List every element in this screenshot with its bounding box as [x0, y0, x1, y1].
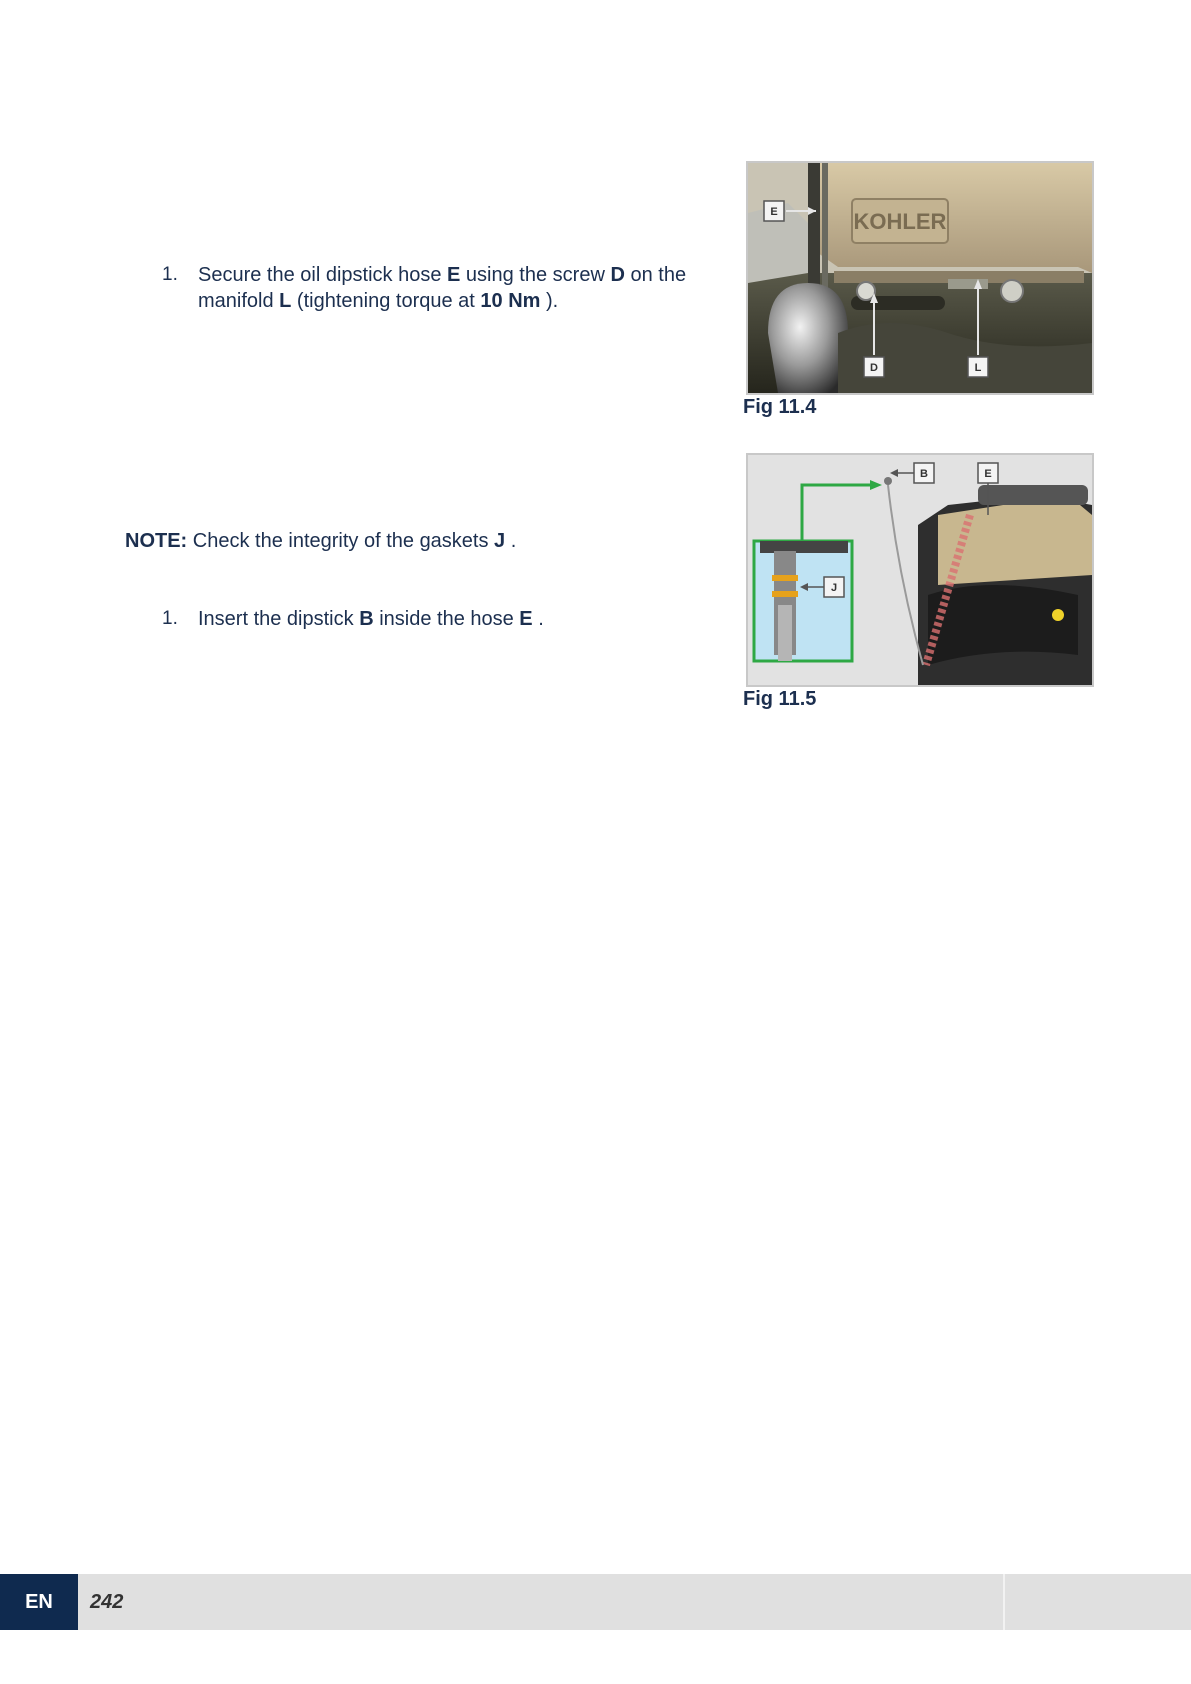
page-footer	[0, 1574, 1191, 1630]
hose-ref: E	[519, 608, 533, 630]
figure-11-4-caption: Fig 11.4	[743, 396, 817, 418]
figure-11-4-image	[746, 161, 1094, 395]
note-prefix: NOTE:	[125, 530, 188, 552]
gasket-ref: J	[494, 530, 506, 552]
label-l: L	[974, 362, 982, 374]
footer-divider	[1003, 1574, 1005, 1630]
step-number: 1.	[162, 264, 178, 285]
figure-11-5-image	[746, 453, 1094, 687]
step-line-2: manifold L (tightening torque at 10 Nm ).	[198, 290, 559, 312]
dipstick-insertion-illustration	[748, 455, 1092, 685]
kohler-brand-text: KOHLER	[853, 209, 947, 234]
label-b: B	[920, 468, 928, 480]
dipstick-ref: B	[359, 608, 374, 630]
step-line-1: Secure the oil dipstick hose E using the screw D on the	[198, 264, 687, 286]
step-text: Insert the dipstick B inside the hose E .	[198, 608, 544, 630]
screw-ref: D	[610, 264, 625, 286]
note: NOTE: Check the integrity of the gaskets J .	[125, 530, 517, 552]
step-1	[162, 262, 702, 318]
label-e: E	[770, 206, 778, 218]
language-badge: EN	[0, 1574, 78, 1630]
label-j: J	[830, 582, 838, 594]
page-number: 242	[90, 1591, 124, 1613]
step-text	[198, 262, 698, 314]
figure-11-5-caption: Fig 11.5	[743, 688, 817, 710]
step-number: 1.	[162, 608, 178, 629]
label-d: D	[870, 362, 878, 374]
step-2	[162, 606, 702, 636]
manifold-ref: L	[279, 290, 292, 312]
hose-ref: E	[447, 264, 461, 286]
torque-value: 10 Nm	[480, 290, 541, 312]
engine-manifold-illustration	[748, 163, 1092, 393]
label-e: E	[984, 468, 992, 480]
